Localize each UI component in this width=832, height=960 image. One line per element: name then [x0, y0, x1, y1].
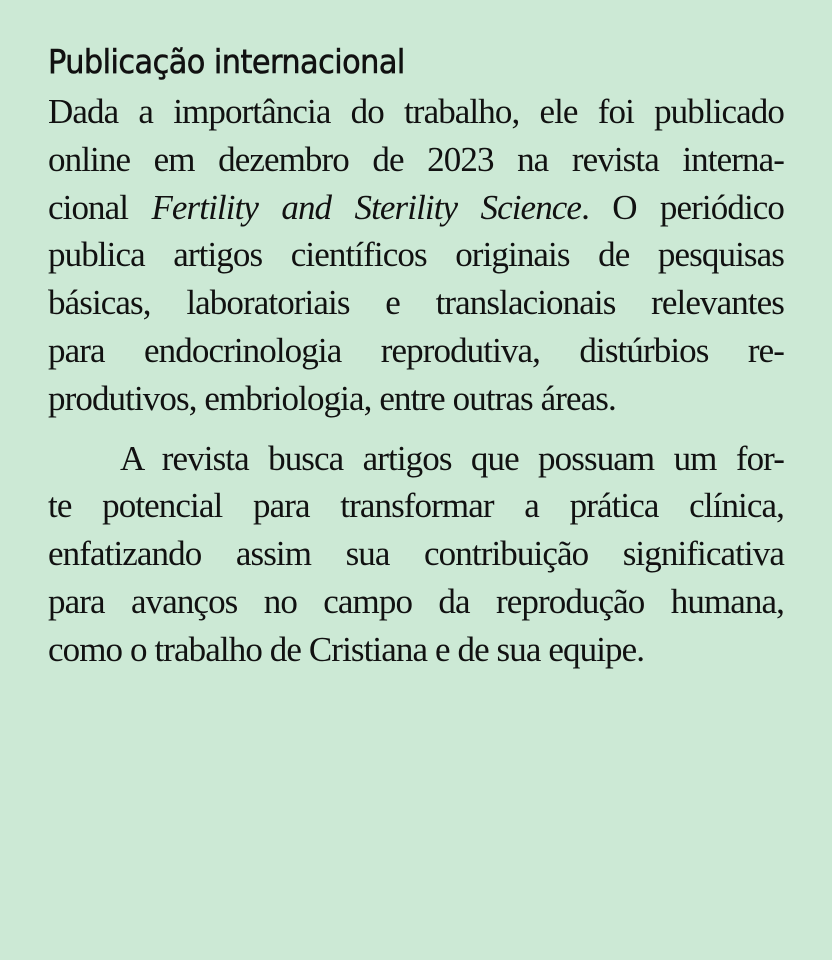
text-line: online em dezembro de 2023 na revista interna-: [48, 139, 784, 179]
text-line: A revista busca artigos que possuam um for-: [120, 438, 784, 478]
text-line: publica artigos científicos originais de pesquisas: [48, 235, 784, 275]
text-fragment: . O periódico: [581, 187, 784, 227]
paragraph-1: [48, 88, 784, 423]
text-line: para avanços no campo da reprodução humana,: [48, 581, 784, 621]
text-line: básicas, laboratoriais e translacionais relevantes: [48, 283, 784, 323]
article-section: [48, 40, 784, 674]
journal-name: Fertility and Sterility Science: [151, 187, 582, 227]
section-title: Publicação internacional: [48, 42, 405, 81]
text-line: enfatizando assim sua contribuição significativa: [48, 534, 784, 574]
text-line: para endocrinologia reprodutiva, distúrbios re-: [48, 330, 784, 370]
text-line: como o trabalho de Cristiana e de sua equipe.: [48, 629, 645, 669]
text-fragment: cional: [48, 187, 152, 227]
text-line: produtivos, embriologia, entre outras áreas.: [48, 378, 616, 418]
text-line: [48, 184, 784, 232]
text-line: Dada a importância do trabalho, ele foi publicado: [48, 92, 784, 131]
text-line: te potencial para transformar a prática clínica,: [48, 486, 784, 526]
paragraph-2: [48, 435, 784, 674]
